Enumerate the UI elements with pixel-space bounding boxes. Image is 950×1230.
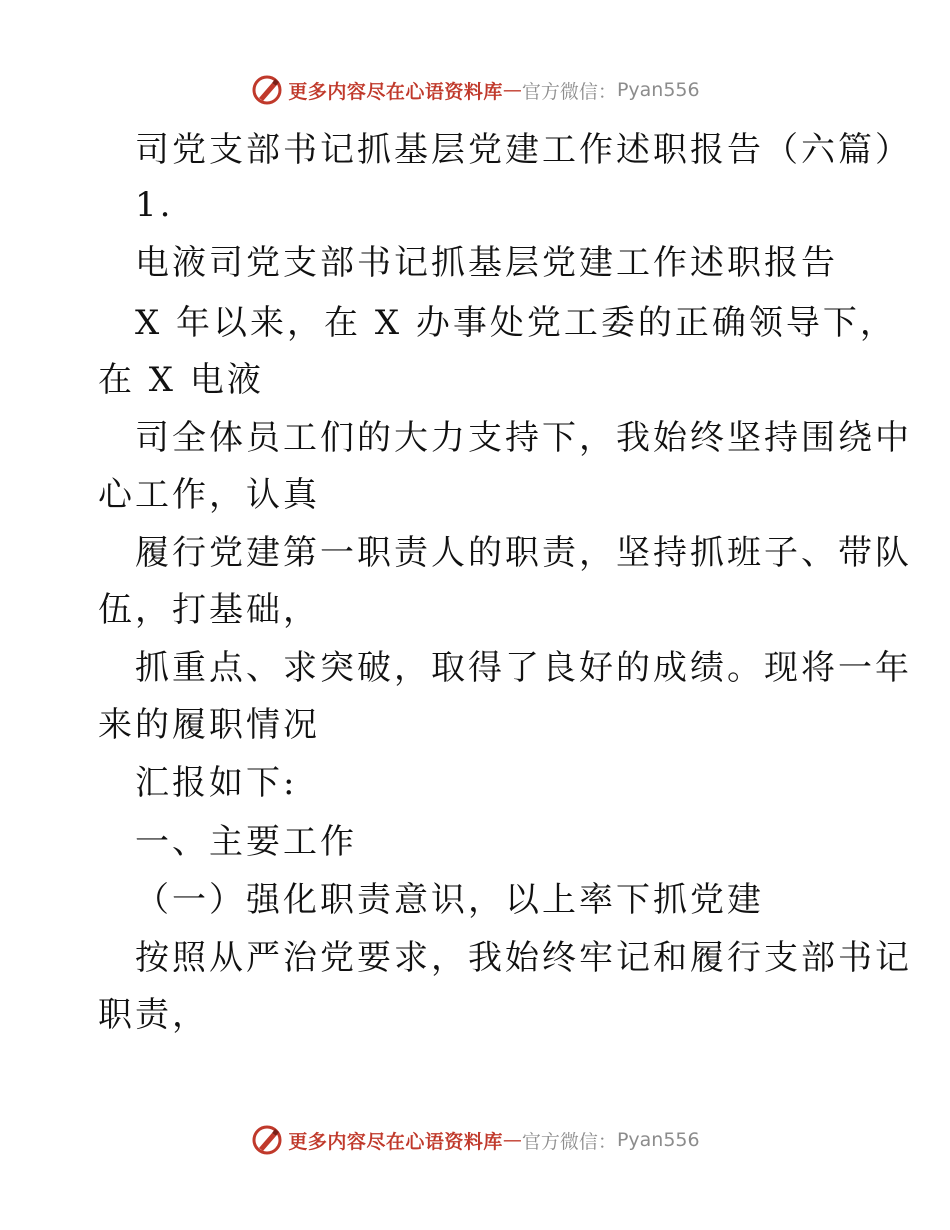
banner-dash: — bbox=[502, 79, 522, 101]
pen-logo-icon bbox=[250, 1123, 284, 1157]
doc-subtitle: 电液司党支部书记抓基层党建工作述职报告 bbox=[135, 243, 838, 283]
doc-line: 伍，打基础， bbox=[98, 590, 320, 630]
section-heading: 一、主要工作 bbox=[135, 822, 357, 862]
doc-line: 按照从严治党要求，我始终牢记和履行支部书记 bbox=[135, 938, 912, 978]
doc-line: 司全体员工们的大力支持下，我始终坚持围绕中 bbox=[135, 418, 912, 458]
banner-account: Pyan556 bbox=[616, 79, 700, 101]
doc-title: 司党支部书记抓基层党建工作述职报告（六篇） bbox=[135, 130, 912, 170]
doc-line: X 年以来，在 X 办事处党工委的正确领导下， bbox=[135, 303, 897, 343]
doc-line: 在 X 电液 bbox=[98, 360, 264, 400]
header-banner bbox=[0, 70, 950, 110]
banner-account: Pyan556 bbox=[616, 1129, 700, 1151]
doc-line: 汇报如下: bbox=[135, 763, 298, 803]
banner-channel: 官方微信： bbox=[521, 1130, 617, 1153]
doc-line: 抓重点、求突破，取得了良好的成绩。现将一年 bbox=[135, 648, 912, 688]
banner-channel: 官方微信： bbox=[521, 80, 617, 103]
subsection-heading: （一）强化职责意识，以上率下抓党建 bbox=[135, 880, 764, 920]
doc-line: 1. bbox=[135, 185, 174, 225]
doc-line: 履行党建第一职责人的职责，坚持抓班子、带队 bbox=[135, 533, 912, 573]
pen-logo-icon bbox=[250, 73, 284, 107]
doc-line: 心工作，认真 bbox=[98, 475, 320, 515]
banner-title: 更多内容尽在心语资料库 bbox=[288, 1130, 503, 1153]
footer-banner bbox=[0, 1120, 950, 1160]
banner-title: 更多内容尽在心语资料库 bbox=[288, 80, 503, 103]
doc-line: 来的履职情况 bbox=[98, 705, 320, 745]
banner-dash: — bbox=[502, 1129, 522, 1151]
doc-line: 职责， bbox=[98, 995, 209, 1035]
